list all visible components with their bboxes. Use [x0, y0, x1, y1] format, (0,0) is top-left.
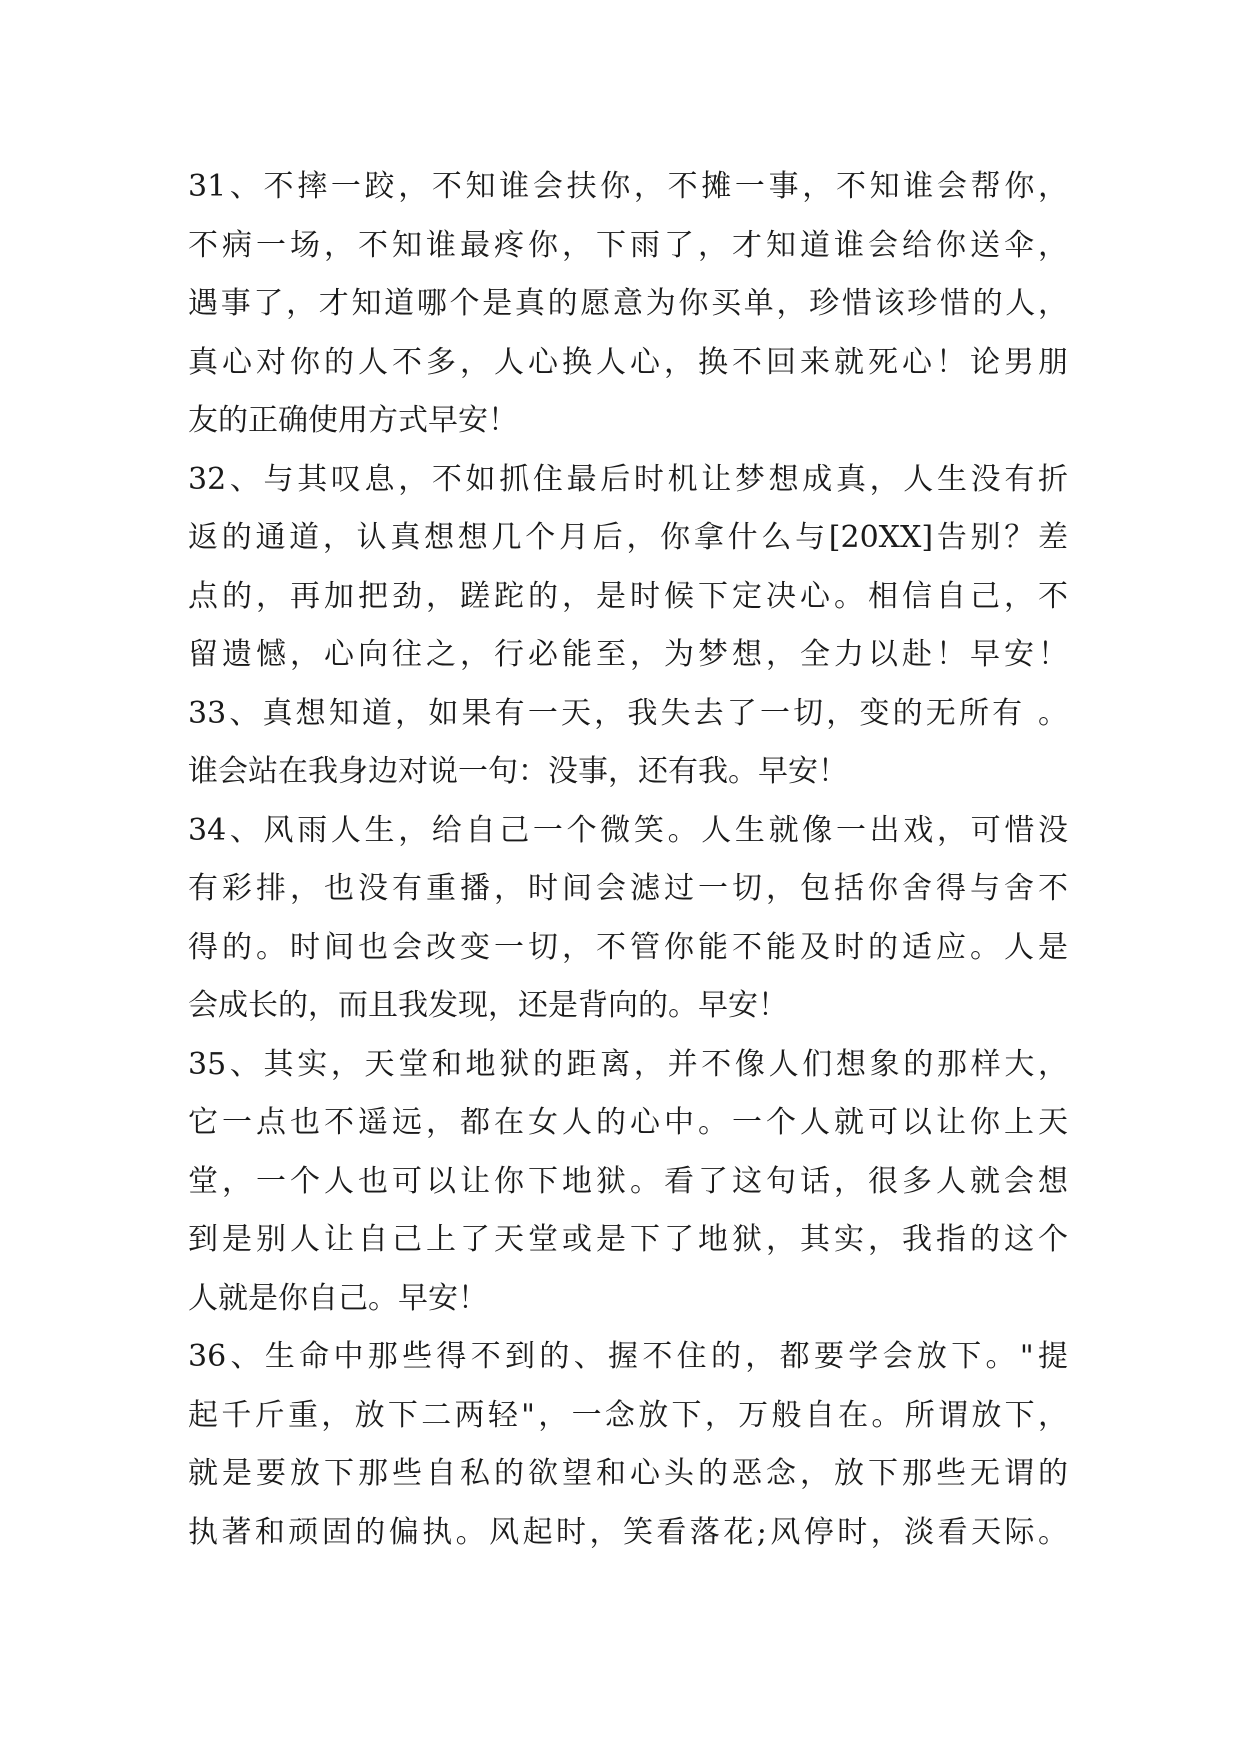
text-line: 到是别人让自己上了天堂或是下了地狱，其实，我指的这个: [188, 1222, 1068, 1257]
text-line: 真心对你的人不多，人心换人心，换不回来就死心！论男朋: [188, 344, 1068, 380]
text-line: 点的，再加把劲，蹉跎的，是时候下定决心。相信自己，不: [188, 578, 1068, 614]
text-line: 人就是你自己。早安！: [188, 1280, 488, 1316]
text-line: 35、其实，天堂和地狱的距离，并不像人们想象的那样大，: [188, 1046, 1068, 1082]
text-line: 留遗憾，心向往之，行必能至，为梦想，全力以赴！早安！: [188, 637, 1068, 672]
text-line: 33、真想知道，如果有一天，我失去了一切，变的无所有 。: [188, 695, 1068, 731]
text-line: 友的正确使用方式早安！: [188, 403, 518, 438]
text-line: 36、生命中那些得不到的、握不住的，都要学会放下。"提: [188, 1339, 1068, 1374]
text-line: 堂，一个人也可以让你下地狱。看了这句话，很多人就会想: [188, 1163, 1068, 1199]
text-line: 得的。时间也会改变一切，不管你能不能及时的适应。人是: [188, 929, 1068, 965]
text-line: 31、不摔一跤，不知谁会扶你，不摊一事，不知谁会帮你，: [188, 169, 1068, 204]
text-line: 执著和顽固的偏执。风起时，笑看落花;风停时，淡看天际。: [188, 1514, 1068, 1550]
text-line: 34、风雨人生，给自己一个微笑。人生就像一出戏，可惜没: [188, 812, 1068, 848]
text-line: 谁会站在我身边对说一句：没事，还有我。早安！: [188, 754, 848, 789]
text-line: 遇事了，才知道哪个是真的愿意为你买单，珍惜该珍惜的人，: [188, 286, 1068, 321]
text-line: 就是要放下那些自私的欲望和心头的恶念，放下那些无谓的: [188, 1456, 1068, 1491]
text-line: 它一点也不遥远，都在女人的心中。一个人就可以让你上天: [188, 1105, 1068, 1140]
document-body: [188, 158, 1068, 1562]
text-line: 返的通道，认真想想几个月后，你拿什么与[20XX]告别？差: [188, 520, 1068, 555]
text-line: 32、与其叹息，不如抓住最后时机让梦想成真，人生没有折: [188, 461, 1068, 497]
text-line: 起千斤重，放下二两轻"，一念放下，万般自在。所谓放下，: [188, 1397, 1068, 1433]
text-line: 不病一场，不知谁最疼你，下雨了，才知道谁会给你送伞，: [188, 227, 1068, 263]
text-line: 会成长的，而且我发现，还是背向的。早安！: [188, 988, 788, 1023]
text-line: 有彩排，也没有重播，时间会滤过一切，包括你舍得与舍不: [188, 871, 1068, 906]
